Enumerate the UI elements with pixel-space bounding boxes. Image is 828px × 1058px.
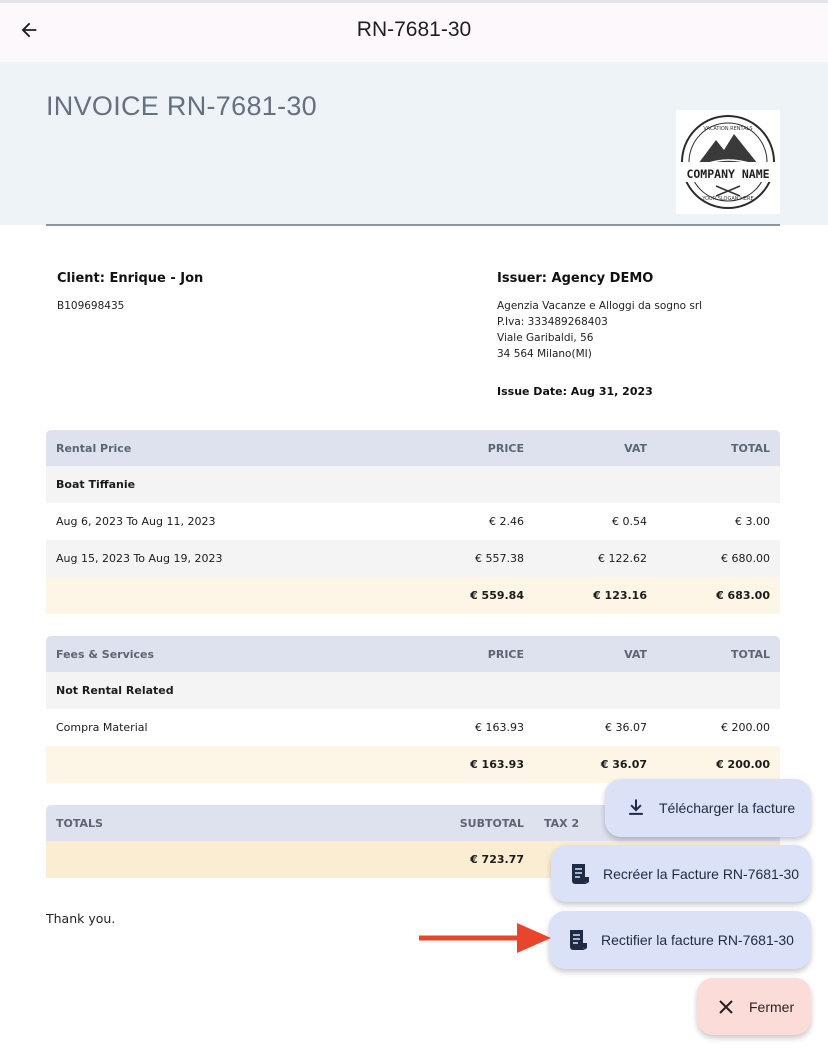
thank-you-text: Thank you. (46, 911, 116, 926)
client-id: B109698435 (57, 300, 125, 312)
table-cell: Compra Material (56, 721, 148, 734)
table-group-row (46, 672, 780, 709)
rental-table (46, 430, 780, 614)
table-cell (46, 746, 424, 783)
group-label: Boat Tiffanie (46, 466, 780, 503)
table-cell: € 2.46 (489, 515, 524, 528)
close-label: Fermer (749, 998, 795, 1015)
table-cell: Aug 6, 2023 To Aug 11, 2023 (56, 515, 216, 528)
rectify-invoice-label: Rectifier la facture RN-7681-30 (601, 932, 794, 948)
receipt-icon (567, 929, 589, 951)
table-cell: € 3.00 (735, 515, 770, 528)
table-cell: € 683.00 (657, 577, 780, 614)
table-sum-row (46, 746, 780, 783)
client-label: Client: Enrique - Jon (57, 271, 204, 286)
table-cell: € 163.93 (424, 746, 534, 783)
fees-table (46, 636, 780, 783)
table-cell (46, 577, 424, 614)
download-icon (625, 797, 647, 819)
app-bar (0, 0, 828, 62)
close-icon (715, 996, 737, 1018)
rectify-invoice-button[interactable] (549, 911, 811, 969)
column-header: VAT (534, 430, 657, 466)
column-header: Rental Price (46, 430, 424, 466)
app-bar-title: RN-7681-30 (356, 18, 472, 41)
invoice-title: INVOICE RN-7681-30 (46, 91, 317, 121)
column-header: VAT (534, 636, 657, 672)
recreate-invoice-button[interactable] (551, 845, 811, 902)
column-header: TOTAL (657, 636, 780, 672)
table-cell: € 36.07 (534, 746, 657, 783)
table-sum-row (46, 577, 780, 614)
table-header-row (46, 636, 780, 672)
issuer-city: 34 564 Milano(MI) (497, 348, 592, 360)
issuer-company: Agenzia Vacanze e Alloggi da sogno srl (497, 300, 703, 312)
logo-name-text: COMPANY NAME (686, 167, 770, 181)
table-cell: € 557.38 (424, 540, 534, 577)
logo-slogan-text: YOUR SLOGAN HERE (702, 196, 754, 202)
column-header: TAX 2 (534, 805, 657, 841)
column-header: PRICE (424, 636, 534, 672)
receipt-icon (569, 863, 591, 885)
annotation-arrow-icon (419, 920, 551, 956)
table-row (46, 540, 780, 577)
table-cell: € 200.00 (657, 746, 780, 783)
table-cell: € 123.16 (534, 577, 657, 614)
table-cell: € 200.00 (721, 721, 770, 734)
table-cell: € 122.62 (534, 540, 657, 577)
table-cell: € 723.77 (424, 841, 534, 878)
group-label: Not Rental Related (46, 672, 780, 709)
company-logo (676, 110, 780, 214)
table-group-row (46, 466, 780, 503)
table-row (46, 503, 780, 540)
header-divider (46, 224, 780, 226)
table-cell: € 36.07 (605, 721, 647, 734)
table-cell (46, 841, 424, 878)
recreate-invoice-label: Recréer la Facture RN-7681-30 (603, 865, 800, 882)
table-cell: Aug 15, 2023 To Aug 19, 2023 (46, 540, 424, 577)
table-cell: € 163.93 (475, 721, 524, 734)
column-header: TOTAL (657, 430, 780, 466)
table-row (46, 709, 780, 746)
close-button[interactable] (697, 978, 811, 1035)
column-header: SUBTOTAL (424, 805, 534, 841)
issuer-street: Viale Garibaldi, 56 (497, 332, 594, 344)
table-cell: € 680.00 (657, 540, 780, 577)
logo-top-text: VACATION RENTALS (703, 126, 753, 132)
column-header: Fees & Services (46, 636, 424, 672)
table-cell: € 0.54 (612, 515, 647, 528)
issue-date: Issue Date: Aug 31, 2023 (497, 385, 653, 398)
download-invoice-label: Télécharger la facture (659, 800, 796, 816)
issuer-label: Issuer: Agency DEMO (497, 271, 654, 286)
issuer-vat: P.Iva: 333489268403 (497, 316, 608, 328)
column-header: TOTALS (46, 805, 424, 841)
download-invoice-button[interactable] (605, 779, 811, 837)
column-header: PRICE (424, 430, 534, 466)
table-header-row (46, 430, 780, 466)
table-cell: € 559.84 (424, 577, 534, 614)
